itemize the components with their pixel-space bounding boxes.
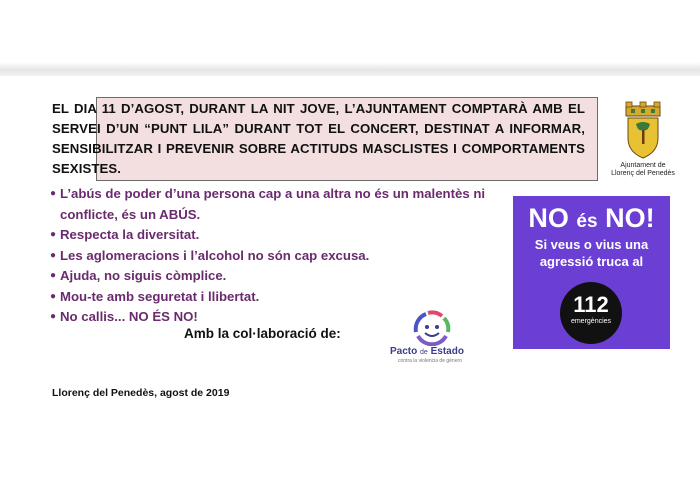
- list-item: ● No callis... NO ÉS NO!: [50, 307, 510, 328]
- pacto-logo-title: Pacto de Estado: [390, 346, 464, 357]
- list-item: ● Les aglomeracions i l’alcohol no són cap excusa.: [50, 246, 510, 267]
- advice-list: [50, 184, 510, 328]
- coat-caption-line2: Llorenç del Penedès: [611, 170, 675, 177]
- list-item: ● Ajuda, no siguis còmplice.: [50, 266, 510, 287]
- list-item: ● Respecta la diversitat.: [50, 225, 510, 246]
- coat-of-arms-icon: [598, 100, 688, 162]
- bullet-icon: ●: [50, 290, 57, 302]
- pacto-de-estado-logo: [388, 308, 478, 364]
- list-item: ● Mou-te amb seguretat i llibertat.: [50, 287, 510, 308]
- collaboration-label: Amb la col·laboració de:: [184, 326, 341, 341]
- bullet-icon: ●: [50, 229, 57, 240]
- bullet-icon: ●: [50, 270, 57, 281]
- no-card-line2: agressió truca al: [539, 254, 644, 269]
- notice-text: EL DIA 11 D’AGOST, DURANT LA NIT JOVE, L’AJUNTAMENT COMPTARÀ AMB EL SERVEI D’UN “PUNT LILA” DURANT TOT EL CONCERT, DESTINAT A INFORMAR, SENSIBILITZAR I PREVENIR SOBRE ACTITUDS MASCLISTES I COMPORTAMENTS SEXISTES.: [52, 101, 585, 176]
- pacto-circle-icon: [406, 308, 458, 346]
- emergency-label: emergències: [570, 318, 612, 325]
- no-es-no-card: [513, 196, 670, 349]
- bullet-icon: ●: [50, 188, 57, 199]
- emergency-number-badge: [560, 282, 622, 344]
- top-shadow-band: [0, 62, 700, 76]
- footer-place-date: Llorenç del Penedès, agost de 2019: [52, 387, 230, 399]
- emergency-number: 112: [573, 292, 609, 317]
- bullet-icon: ●: [50, 311, 57, 322]
- no-card-title: NO és NO!: [528, 203, 655, 233]
- coat-of-arms: [598, 100, 688, 180]
- coat-caption-line1: Ajuntament de: [620, 162, 666, 169]
- no-card-line1: Si veus o vius una: [534, 237, 649, 252]
- bullet-icon: ●: [50, 249, 57, 261]
- list-item: ● L’abús de poder d’una persona cap a una altra no és un malentès ni conflicte, és un ABÚS.: [50, 186, 486, 222]
- pacto-logo-subtitle: contra la violencia de género: [398, 358, 462, 364]
